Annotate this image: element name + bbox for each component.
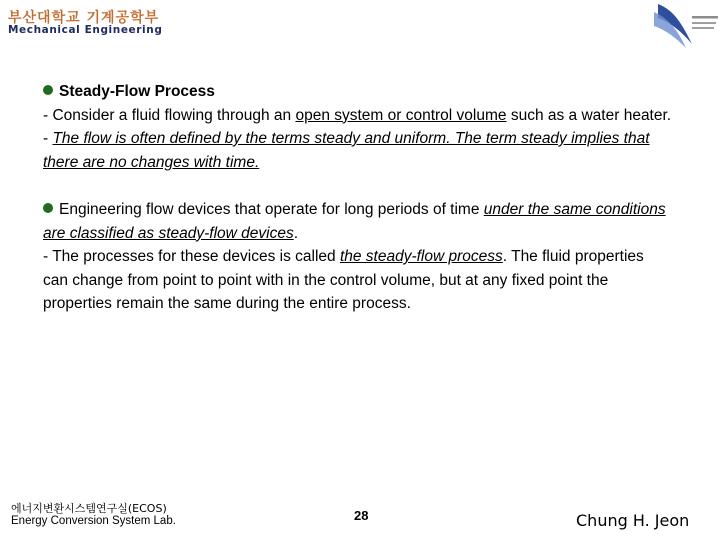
- paragraph-steady-flow: [43, 80, 673, 174]
- text-segment: . The fluid properties can change from point to point with in the control volume, but at any fixed point the properties remain the same during the entire process.: [43, 248, 644, 312]
- slide-content: [43, 80, 673, 340]
- underlined-italic-statement: The flow is often defined by the terms steady and uniform. The term steady implies that there are no changes with time.: [43, 130, 650, 171]
- header-english-title: Mechanical Engineering: [8, 24, 163, 36]
- header-korean-title: 부산대학교 기계공학부: [8, 10, 160, 26]
- text-segment: .: [293, 224, 299, 242]
- underlined-italic-statement: under the same conditions are classified as steady-flow devices: [43, 201, 666, 242]
- section-heading: Steady-Flow Process: [59, 83, 215, 100]
- text-segment: -: [43, 130, 53, 147]
- university-logo-icon: [652, 0, 720, 50]
- author-name: Chung H. Jeon: [576, 511, 690, 530]
- text-segment: - Consider a fluid flowing through an: [43, 106, 296, 124]
- text-segment: Engineering flow devices that operate for long periods of time: [59, 201, 484, 218]
- underlined-term: open system or control volume: [295, 106, 507, 124]
- page-number: 28: [354, 508, 369, 523]
- bullet-icon: [43, 203, 53, 213]
- text-segment: such as a water heater.: [506, 106, 672, 124]
- text-segment: - The processes for these devices is called: [43, 248, 340, 265]
- footer-lab-english: Energy Conversion System Lab.: [11, 515, 176, 527]
- underlined-italic-term: the steady-flow process: [339, 248, 503, 265]
- paragraph-devices: [43, 198, 673, 316]
- footer-lab-korean: 에너지변환시스템연구실(ECOS): [11, 502, 167, 515]
- bullet-icon: [43, 85, 53, 95]
